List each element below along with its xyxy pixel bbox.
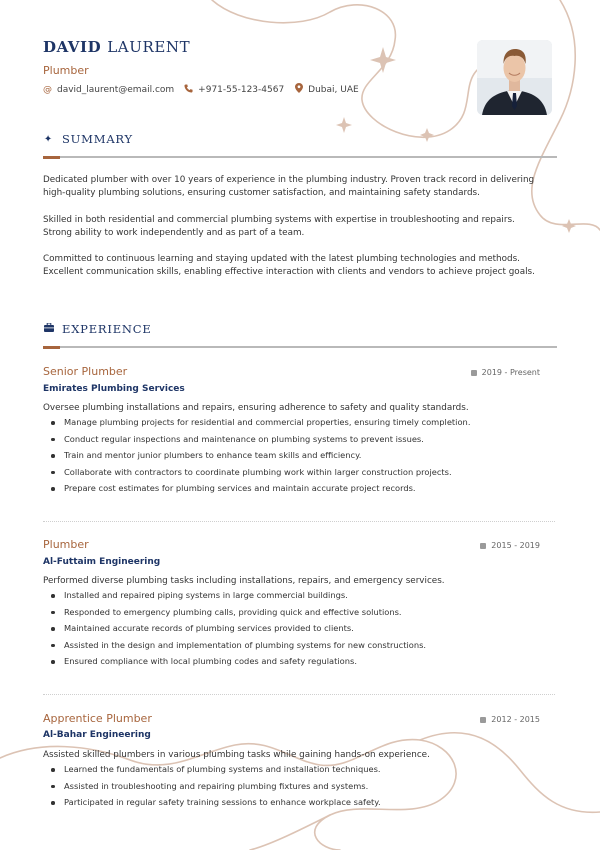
job-dates [471,368,540,377]
list-item: Conduct regular inspections and maintenance on plumbing systems to prevent issues. [51,431,470,448]
phone-text: +971-55-123-4567 [198,84,285,95]
contact-row [43,83,369,96]
experience-divider [43,346,557,348]
summary-heading [43,132,133,146]
job-separator [43,521,555,522]
list-item: Manage plumbing projects for residential and commercial properties, ensuring timely completion. [51,414,470,431]
job-description: Performed diverse plumbing tasks including installations, repairs, and emergency services. [43,576,445,586]
divider-accent [43,346,60,349]
job-role: Plumber [43,64,89,77]
list-item: Maintained accurate records of plumbing services provided to clients. [51,620,426,637]
summary-paragraph-3: Committed to continuous learning and staying updated with the latest plumbing technologies and methods. Excellent communication skills, enabling effective interaction with clients and vendors to achieve project goals. [43,254,535,278]
location-text: Dubai, UAE [308,84,359,95]
job-dates-text: 2019 - Present [481,368,540,377]
candidate-name [43,38,190,56]
list-item: Installed and repaired piping systems in large commercial buildings. [51,587,426,604]
list-item: Train and mentor junior plumbers to enhance team skills and efficiency. [51,447,470,464]
job-bullets [51,587,426,670]
list-item: Ensured compliance with local plumbing codes and safety regulations. [51,653,426,670]
company-name: Emirates Plumbing Services [43,384,185,394]
job-dates-text: 2015 - 2019 [491,541,540,550]
summary-title: SUMMARY [62,132,133,146]
job-title: Apprentice Plumber [43,712,152,725]
job-dates [480,715,540,724]
job-bullets [51,414,470,497]
list-item: Learned the fundamentals of plumbing systems and installation techniques. [51,761,381,778]
experience-heading [43,322,152,336]
calendar-icon [471,370,477,376]
divider-accent [43,156,60,159]
job-dates [480,541,540,550]
job-dates-text: 2012 - 2015 [491,715,540,724]
experience-title: EXPERIENCE [62,322,152,336]
list-item: Responded to emergency plumbing calls, providing quick and effective solutions. [51,604,426,621]
phone-icon [184,84,193,96]
email-text: david_laurent@email.com [57,84,175,95]
summary-divider [43,156,557,158]
job-separator [43,694,555,695]
sparkle-icon: ✦ [43,133,54,145]
job-title: Senior Plumber [43,365,128,378]
job-title: Plumber [43,538,89,551]
job-description: Assisted skilled plumbers in various plumbing tasks while gaining hands-on experience. [43,750,430,760]
company-name: Al-Bahar Engineering [43,730,151,740]
job-bullets [51,761,381,811]
summary-paragraph-2: Skilled in both residential and commercial plumbing systems with expertise in troubleshooting and repairs. Strong ability to work independently and as part of a team. [43,215,515,239]
job-description: Oversee plumbing installations and repairs, ensuring adherence to safety and quality standards. [43,403,469,413]
first-name: DAVID [43,38,102,56]
email-item[interactable] [43,85,174,95]
last-name: LAURENT [107,38,191,56]
company-name: Al-Futtaim Engineering [43,557,161,567]
location-item [294,83,359,96]
calendar-icon [480,543,486,549]
list-item: Assisted in troubleshooting and repairing plumbing fixtures and systems. [51,778,381,795]
list-item: Assisted in the design and implementation of plumbing systems for new constructions. [51,637,426,654]
phone-item[interactable] [184,84,284,96]
list-item: Prepare cost estimates for plumbing services and maintain accurate project records. [51,480,470,497]
summary-paragraph-1: Dedicated plumber with over 10 years of experience in the plumbing industry. Proven track record in delivering high-quality plumbing solutions, ensuring customer satisfaction, and maintaining safety standards. [43,175,535,199]
at-icon: @ [43,84,52,95]
list-item: Collaborate with contractors to coordinate plumbing work within larger construction projects. [51,464,470,481]
list-item: Participated in regular safety training sessions to enhance workplace safety. [51,794,381,811]
briefcase-icon [43,323,54,335]
location-pin-icon [294,83,303,96]
profile-photo [477,40,552,115]
calendar-icon [480,717,486,723]
